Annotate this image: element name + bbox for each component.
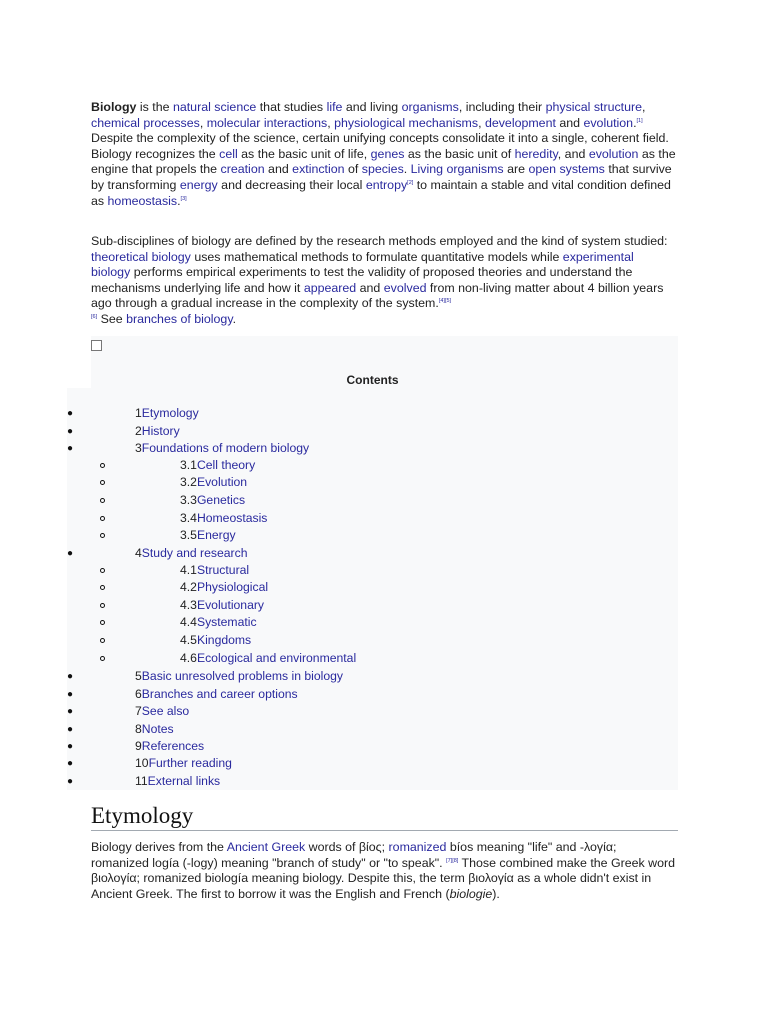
text: Despite the complexity of the science, certain unifying concepts consolidate it into a single, coherent field. Biology recognizes the [91,131,669,161]
ref-6[interactable]: [6] [91,313,98,320]
toc-number: 10 [135,756,149,770]
etymology-paragraph [91,840,676,902]
toc-item[interactable] [67,423,180,440]
text: and [356,280,384,295]
ref-7-8[interactable]: [7][8] [446,857,459,864]
toc-subitem[interactable] [180,650,356,667]
text: See [97,311,127,326]
toc-subitem[interactable] [180,510,267,527]
toc-link[interactable]: Ecological and environmental [196,651,357,665]
toc-link[interactable]: Further reading [148,756,232,770]
toc-number: 9 [135,739,142,753]
text: of [344,162,362,177]
toc-subitem[interactable] [180,579,268,596]
circle-bullet-icon [100,585,105,590]
bullet-icon: ● [67,443,74,454]
toc-link[interactable]: Etymology [141,406,199,420]
toc-number: 4 [135,546,142,560]
link-heredity[interactable]: heredity [514,146,558,161]
toc-link[interactable]: History [141,424,180,438]
toc-link[interactable]: Structural [196,563,250,577]
link-ancient-greek[interactable]: Ancient Greek [226,840,306,854]
toc-number: 4.5 [180,633,197,647]
heading-divider [91,830,678,831]
toc-link[interactable]: Study and research [141,546,248,560]
biology-term: Biology [91,100,137,114]
toc-link[interactable]: Notes [141,722,174,736]
circle-bullet-icon [100,656,105,661]
bullet-icon: ● [67,776,74,787]
link-living-organisms[interactable]: Living organisms [410,162,504,177]
toc-link[interactable]: Genetics [196,493,246,507]
ref-3[interactable]: [3] [180,195,187,202]
toc-number: 3 [135,441,142,455]
link-creation[interactable]: creation [220,162,265,177]
toc-item[interactable] [67,668,343,685]
text: , including their [458,100,546,114]
text: uses mathematical methods to formulate quantitative models while [190,249,563,264]
toc-item[interactable] [67,703,190,720]
toc-subitem[interactable] [180,597,264,614]
toc-item[interactable] [67,721,174,738]
text: Biology derives from the [91,840,227,854]
link-romanized[interactable]: romanized [388,840,447,854]
toc-subitem[interactable] [180,632,251,649]
link-species[interactable]: species [361,162,404,177]
etymology-heading: Etymology [91,803,194,828]
text: as the basic unit of [404,146,515,161]
text: performs empirical experiments to test the validity of proposed theories and understand the mechanisms underlying life and how it [91,265,633,295]
toc-number: 2 [135,424,142,438]
toc-number: 4.1 [180,563,197,577]
circle-bullet-icon [100,638,105,643]
link-organisms[interactable]: organisms [401,100,459,114]
circle-bullet-icon [100,568,105,573]
toc-link[interactable]: Evolution [196,475,248,489]
link-open-systems[interactable]: open systems [528,162,605,177]
text: that studies [256,100,327,114]
biologie-term: biologie [449,886,493,901]
toc-number: 4.6 [180,651,197,665]
text: , [642,100,646,114]
text: words of βίος; [305,840,389,854]
toc-subitem[interactable] [180,562,249,579]
ref-4-5[interactable]: [4][5] [438,298,452,305]
toc-link[interactable]: Energy [196,528,236,542]
text: and living [342,100,402,114]
link-experimental-biology[interactable]: experimental biology [91,249,634,280]
circle-bullet-icon [100,498,105,503]
toc-number: 3.1 [180,458,197,472]
toc-item[interactable] [67,545,248,562]
circle-bullet-icon [100,603,105,608]
link-genes[interactable]: genes [370,146,405,161]
link-energy[interactable]: energy [179,177,218,192]
link-physical-structure[interactable]: physical structure [545,100,643,114]
text: , and [557,146,589,161]
link-life[interactable]: life [326,100,343,114]
toc-link[interactable]: Homeostasis [196,511,268,525]
link-branches-of-biology[interactable]: branches of biology [126,311,233,326]
toc-number: 1 [135,406,142,420]
toc-number: 8 [135,722,142,736]
bullet-icon: ● [67,408,74,419]
link-evolution[interactable]: evolution [583,115,634,130]
toc-item[interactable] [67,405,199,422]
bullet-icon: ● [67,548,74,559]
text: . [633,115,637,130]
text: bíos meaning "life" and -λογία; romanized logía (-logy) meaning "branch of study" or "to speak". [91,840,617,870]
ref-1[interactable]: [1] [636,117,643,124]
bullet-icon: ● [67,741,74,752]
link-theoretical-biology[interactable]: theoretical biology [91,249,191,264]
text: and [555,115,584,130]
intro-paragraph [91,100,676,209]
circle-bullet-icon [100,620,105,625]
link-appeared[interactable]: appeared [303,280,357,295]
toc-number: 6 [135,687,142,701]
toc-link[interactable]: References [141,739,205,753]
text: , [327,115,335,130]
text: is the [136,100,173,114]
text: to maintain a stable and vital condition defined as [91,177,671,208]
text: are [503,162,529,177]
text: as the basic unit of life, [237,146,371,161]
ref-2[interactable]: [2] [407,179,414,186]
link-chemical-processes[interactable]: chemical processes [91,115,200,130]
toc-subitem[interactable] [180,492,245,509]
circle-bullet-icon [100,516,105,521]
toc-link[interactable]: See also [141,704,190,718]
bullet-icon: ● [67,706,74,717]
link-homeostasis[interactable]: homeostasis [107,193,178,208]
toc-number: 3.3 [180,493,197,507]
link-extinction[interactable]: extinction [292,162,345,177]
bullet-icon: ● [67,426,74,437]
toc-number: 3.2 [180,475,197,489]
toc-number: 7 [135,704,142,718]
toc-link[interactable]: Foundations of modern biology [141,441,310,455]
toc-subitem[interactable] [180,527,236,544]
toc-number: 4.3 [180,598,197,612]
text: . [232,311,237,326]
toc-link[interactable]: Physiological [196,580,269,594]
link-development[interactable]: development [484,115,556,130]
toc-link[interactable]: Kingdoms [196,633,252,647]
text: . [403,162,411,177]
toc-link[interactable]: External links [147,774,221,788]
circle-bullet-icon [100,533,105,538]
toc-number: 3.4 [180,511,197,525]
toc-link[interactable]: Evolutionary [196,598,265,612]
text: that survive by transforming [91,162,672,192]
toc-subitem[interactable] [180,474,247,491]
link-cell[interactable]: cell [219,146,238,161]
text: and decreasing their local [217,177,366,192]
link-entropy[interactable]: entropy [365,177,408,192]
text: ). [492,886,500,901]
toc-item[interactable] [67,773,221,790]
toc-number: 3.5 [180,528,197,542]
toc-item[interactable] [67,755,232,772]
toc-item[interactable] [67,738,205,755]
text: and [264,162,293,177]
link-molecular-interactions[interactable]: molecular interactions [206,115,328,130]
link-evolved[interactable]: evolved [383,280,427,295]
bullet-icon: ● [67,671,74,682]
circle-bullet-icon [100,463,105,468]
toc-subitem[interactable] [180,457,255,474]
link-physiological-mechanisms[interactable]: physiological mechanisms [334,115,479,130]
circle-bullet-icon [100,480,105,485]
text: from non-living matter about 4 billion years ago through a gradual increase in the complexity of the system. [91,280,664,311]
text: , [199,115,207,130]
toc-number: 4.2 [180,580,197,594]
text: . [177,193,181,208]
bullet-icon: ● [67,689,74,700]
toc-item[interactable] [67,686,298,703]
toc-link[interactable]: Cell theory [196,458,256,472]
bullet-icon: ● [67,724,74,735]
toc-number: 11 [135,774,148,788]
toc-number: 4.4 [180,615,197,629]
toc-item[interactable] [67,440,310,457]
toc-subitem[interactable] [180,614,257,631]
subdisciplines-paragraph [91,234,676,328]
toc-link[interactable]: Systematic [196,615,257,629]
text: Sub-disciplines of biology are defined by the research methods employed and the kind of system studied: [91,234,668,248]
toc-toggle-checkbox[interactable] [91,340,102,351]
link-natural-science[interactable]: natural science [172,100,257,114]
text: Those combined make the Greek word βιολογία; romanized biología meaning biology. Despite this, the term βιολογία as a whole didn't exist in Ancient Greek. The first to borrow it was the English and French ( [91,855,676,901]
toc-link[interactable]: Basic unresolved problems in biology [141,669,343,683]
text: as the engine that propels the [91,146,676,177]
bullet-icon: ● [67,758,74,769]
link-evolution-2[interactable]: evolution [588,146,639,161]
toc-title: Contents [346,373,399,387]
toc-number: 5 [135,669,142,683]
text: , [478,115,485,130]
toc-link[interactable]: Branches and career options [141,687,298,701]
